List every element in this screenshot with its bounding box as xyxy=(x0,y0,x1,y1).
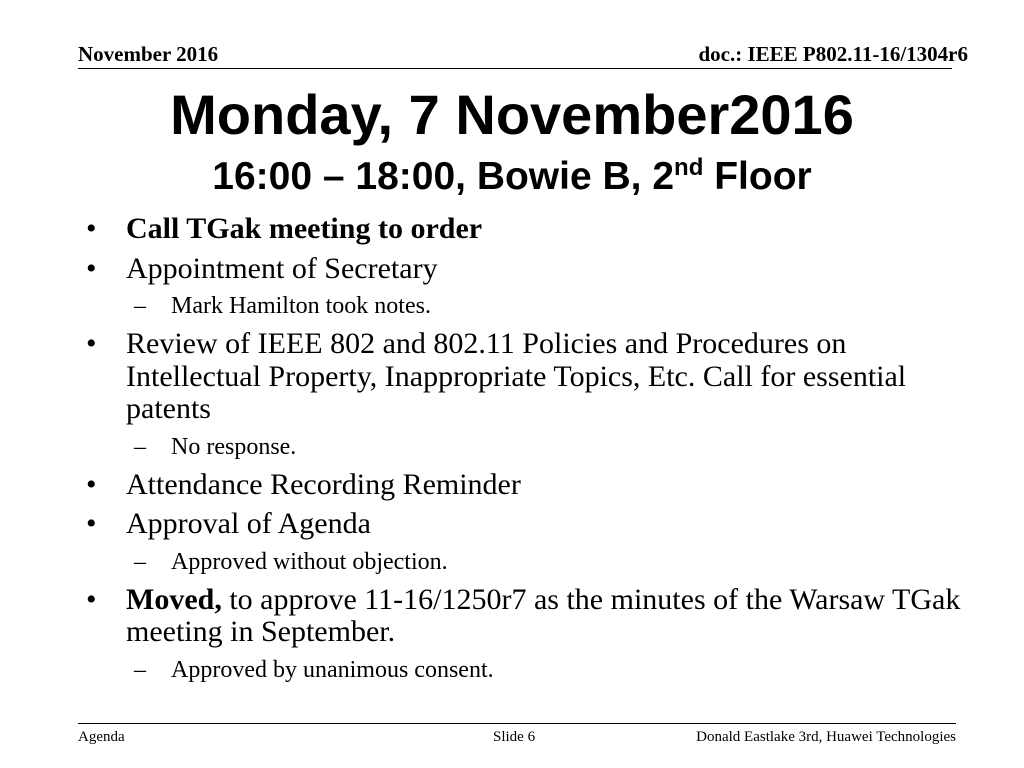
header-doc-id: doc.: IEEE P802.11-16/1304r6 xyxy=(698,42,968,66)
bullet-item xyxy=(82,213,962,246)
footer-author: Donald Eastlake 3rd, Huawei Technologies xyxy=(696,729,956,745)
header-divider xyxy=(78,68,952,69)
slide-body xyxy=(82,213,962,692)
sub-bullet-item xyxy=(82,433,962,462)
sub-bullet-item xyxy=(82,548,962,577)
dash-icon: – xyxy=(134,433,146,460)
bullet-text: to approve 11-16/1250r7 as the minutes of the Warsaw TGak meeting in September. xyxy=(126,582,961,648)
bullet-text: Approval of Agenda xyxy=(126,507,371,540)
bullet-item xyxy=(82,469,962,502)
dash-icon: – xyxy=(134,548,146,575)
slide-title: Monday, 7 November2016 xyxy=(170,83,854,146)
bullet-text: Attendance Recording Reminder xyxy=(126,467,521,501)
subtitle-text: 16:00 – 18:00, Bowie B, 2 xyxy=(212,155,675,198)
footer-divider xyxy=(78,723,956,724)
bullet-icon: • xyxy=(86,507,97,540)
sub-bullet-text: No response. xyxy=(171,433,297,460)
slide-subtitle xyxy=(0,154,1024,200)
sub-bullet-item xyxy=(82,292,962,321)
bullet-icon: • xyxy=(86,467,97,501)
bullet-icon: • xyxy=(86,582,97,616)
bullet-item xyxy=(82,584,962,649)
footer-slide-number: Slide 6 xyxy=(493,729,536,745)
bullet-item xyxy=(82,253,962,286)
sub-bullet-text: Mark Hamilton took notes. xyxy=(171,293,431,319)
bullet-icon: • xyxy=(86,212,97,245)
bullet-icon: • xyxy=(86,251,97,285)
header-date: November 2016 xyxy=(78,42,219,66)
bullet-text: Review of IEEE 802 and 802.11 Policies and Procedures on Intellectual Property, Inappropriate Topics, Etc. Call for essential patents xyxy=(126,327,907,425)
bullet-text: Call TGak meeting to order xyxy=(126,212,483,245)
footer-section: Agenda xyxy=(78,729,125,745)
subtitle-text-end: Floor xyxy=(703,155,812,198)
sub-bullet-text: Approved by unanimous consent. xyxy=(171,656,494,683)
bullet-icon: • xyxy=(86,327,97,360)
dash-icon: – xyxy=(134,293,146,319)
bullet-bold-lead: Moved, xyxy=(126,582,222,616)
subtitle-superscript: nd xyxy=(674,154,704,181)
sub-bullet-text: Approved without objection. xyxy=(171,548,448,575)
dash-icon: – xyxy=(134,656,146,683)
bullet-text: Appointment of Secretary xyxy=(126,251,438,285)
sub-bullet-item xyxy=(82,656,962,685)
bullet-item xyxy=(82,508,962,541)
bullet-item xyxy=(82,328,962,426)
